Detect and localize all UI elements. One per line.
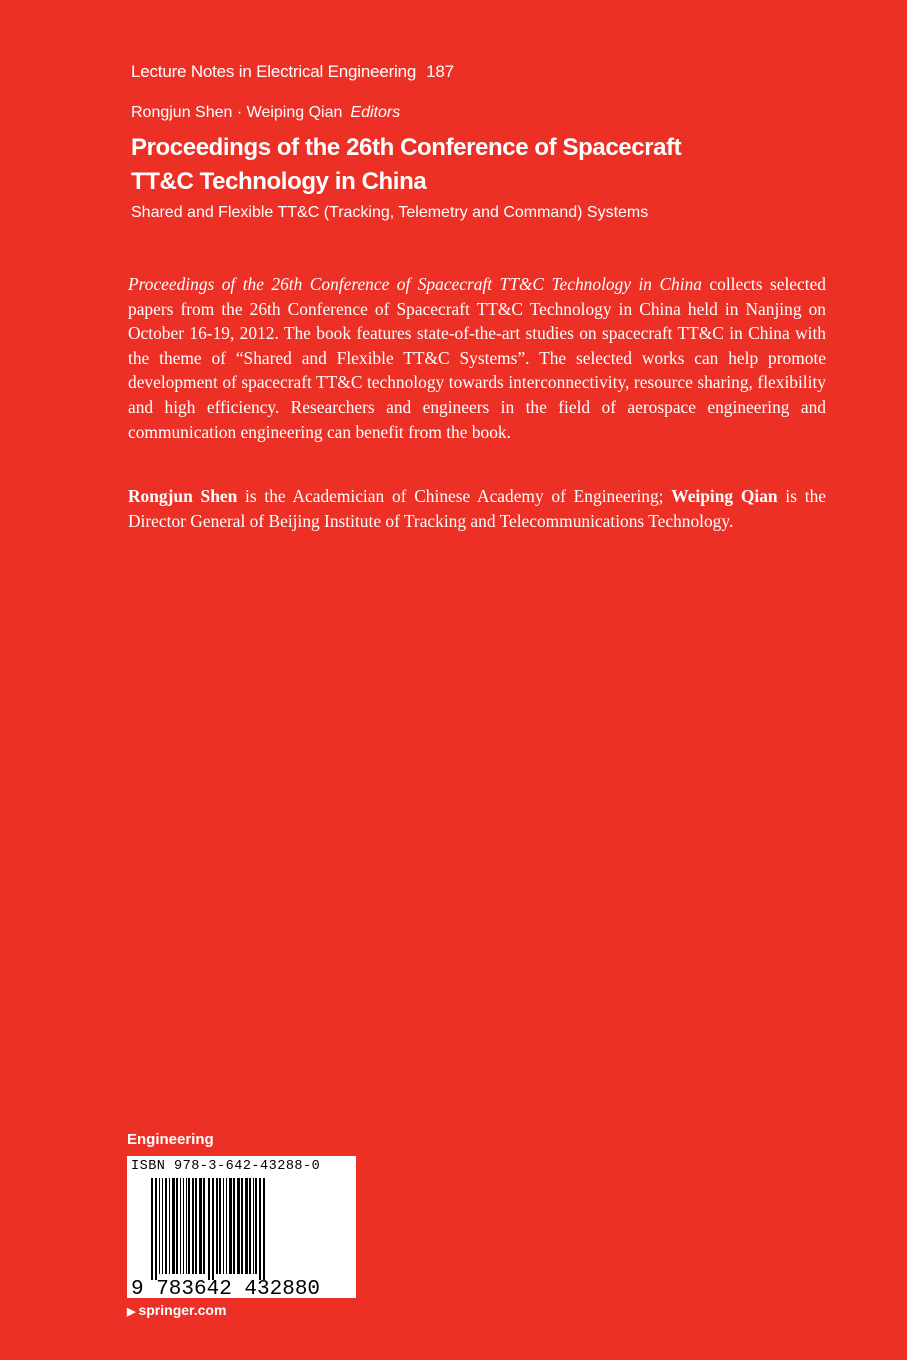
- series-name: Lecture Notes in Electrical Engineering: [131, 62, 417, 81]
- barcode-bar: [259, 1178, 261, 1280]
- barcode-bar: [151, 1178, 153, 1280]
- barcode-bar: [180, 1178, 181, 1274]
- barcode-bar: [245, 1178, 248, 1274]
- editors-line: [131, 104, 400, 122]
- barcode-bar: [226, 1178, 227, 1274]
- isbn-label: ISBN 978-3-642-43288-0: [131, 1159, 321, 1174]
- barcode-bar: [183, 1178, 184, 1274]
- barcode-bar: [162, 1178, 163, 1274]
- barcode-graphic: [127, 1156, 356, 1298]
- barcode-bar: [176, 1178, 178, 1274]
- barcode-bar: [199, 1178, 202, 1274]
- barcode-bar: [155, 1178, 157, 1280]
- barcode-bar: [203, 1178, 205, 1274]
- publisher-url: springer.com: [138, 1302, 227, 1318]
- barcode-bar: [186, 1178, 187, 1274]
- arrow-right-icon: ▶: [127, 1306, 136, 1318]
- description-text: collects selected papers from the 26th Conference of Spacecraft TT&C Technology in China held in Nanjing on October 16-19, 2012. The book features state-of-the-art studies on spacecraft TT&C in China with the theme of “Shared and Flexible TT&C Systems”. The selected works can help promote development of spacecraft TT&C technology towards interconnectivity, resource sharing, flexibility and high efficiency. Researchers and engineers in the field of aerospace engineering and communication engineering can benefit from the book.: [128, 274, 826, 442]
- barcode-bar: [237, 1178, 240, 1274]
- barcode-bar: [216, 1178, 218, 1274]
- editors-role: Editors: [350, 104, 401, 121]
- barcode-bar: [165, 1178, 167, 1274]
- barcode-bar: [212, 1178, 214, 1280]
- barcode-bar: [169, 1178, 170, 1274]
- series-number: 187: [426, 62, 454, 81]
- isbn-barcode: [127, 1156, 356, 1298]
- book-subtitle: Shared and Flexible TT&C (Tracking, Telemetry and Command) Systems: [131, 204, 649, 221]
- bio-name-1: Rongjun Shen: [128, 486, 238, 506]
- barcode-bar: [219, 1178, 221, 1274]
- editors-bio-paragraph: [128, 484, 826, 533]
- barcode-bar: [241, 1178, 243, 1274]
- barcode-bar: [208, 1178, 210, 1280]
- barcode-bar: [233, 1178, 235, 1274]
- barcode-bar: [253, 1178, 254, 1274]
- barcode-bar: [159, 1178, 160, 1274]
- barcode-bar: [255, 1178, 257, 1274]
- editor-names: Rongjun Shen · Weiping Qian: [131, 104, 343, 121]
- bio-text-2: is the Director General of Beijing Institute of Tracking and Telecommunications Technology.: [128, 486, 826, 531]
- barcode-bar: [188, 1178, 190, 1274]
- series-line: [131, 62, 454, 82]
- bio-text-1: is the Academician of Chinese Academy of Engineering;: [237, 486, 672, 506]
- barcode-bar: [223, 1178, 224, 1274]
- book-title-line2: TT&C Technology in China: [131, 168, 427, 195]
- subject-category: Engineering: [127, 1131, 214, 1148]
- book-title-line1: Proceedings of the 26th Conference of Spacecraft: [131, 134, 682, 161]
- description-paragraph: [128, 272, 826, 444]
- description-italic-title: Proceedings of the 26th Conference of Spacecraft TT&C Technology in China: [128, 274, 702, 294]
- barcode-bar: [195, 1178, 197, 1274]
- barcode-digits: 9 783642 432880: [131, 1278, 321, 1298]
- publisher-link[interactable]: [127, 1302, 226, 1318]
- barcode-bar: [229, 1178, 232, 1274]
- barcode-bar: [192, 1178, 194, 1274]
- barcode-bar: [249, 1178, 251, 1274]
- barcode-bar: [263, 1178, 265, 1280]
- barcode-bar: [172, 1178, 175, 1274]
- book-title: [131, 131, 831, 199]
- bio-name-2: Weiping Qian: [671, 486, 778, 506]
